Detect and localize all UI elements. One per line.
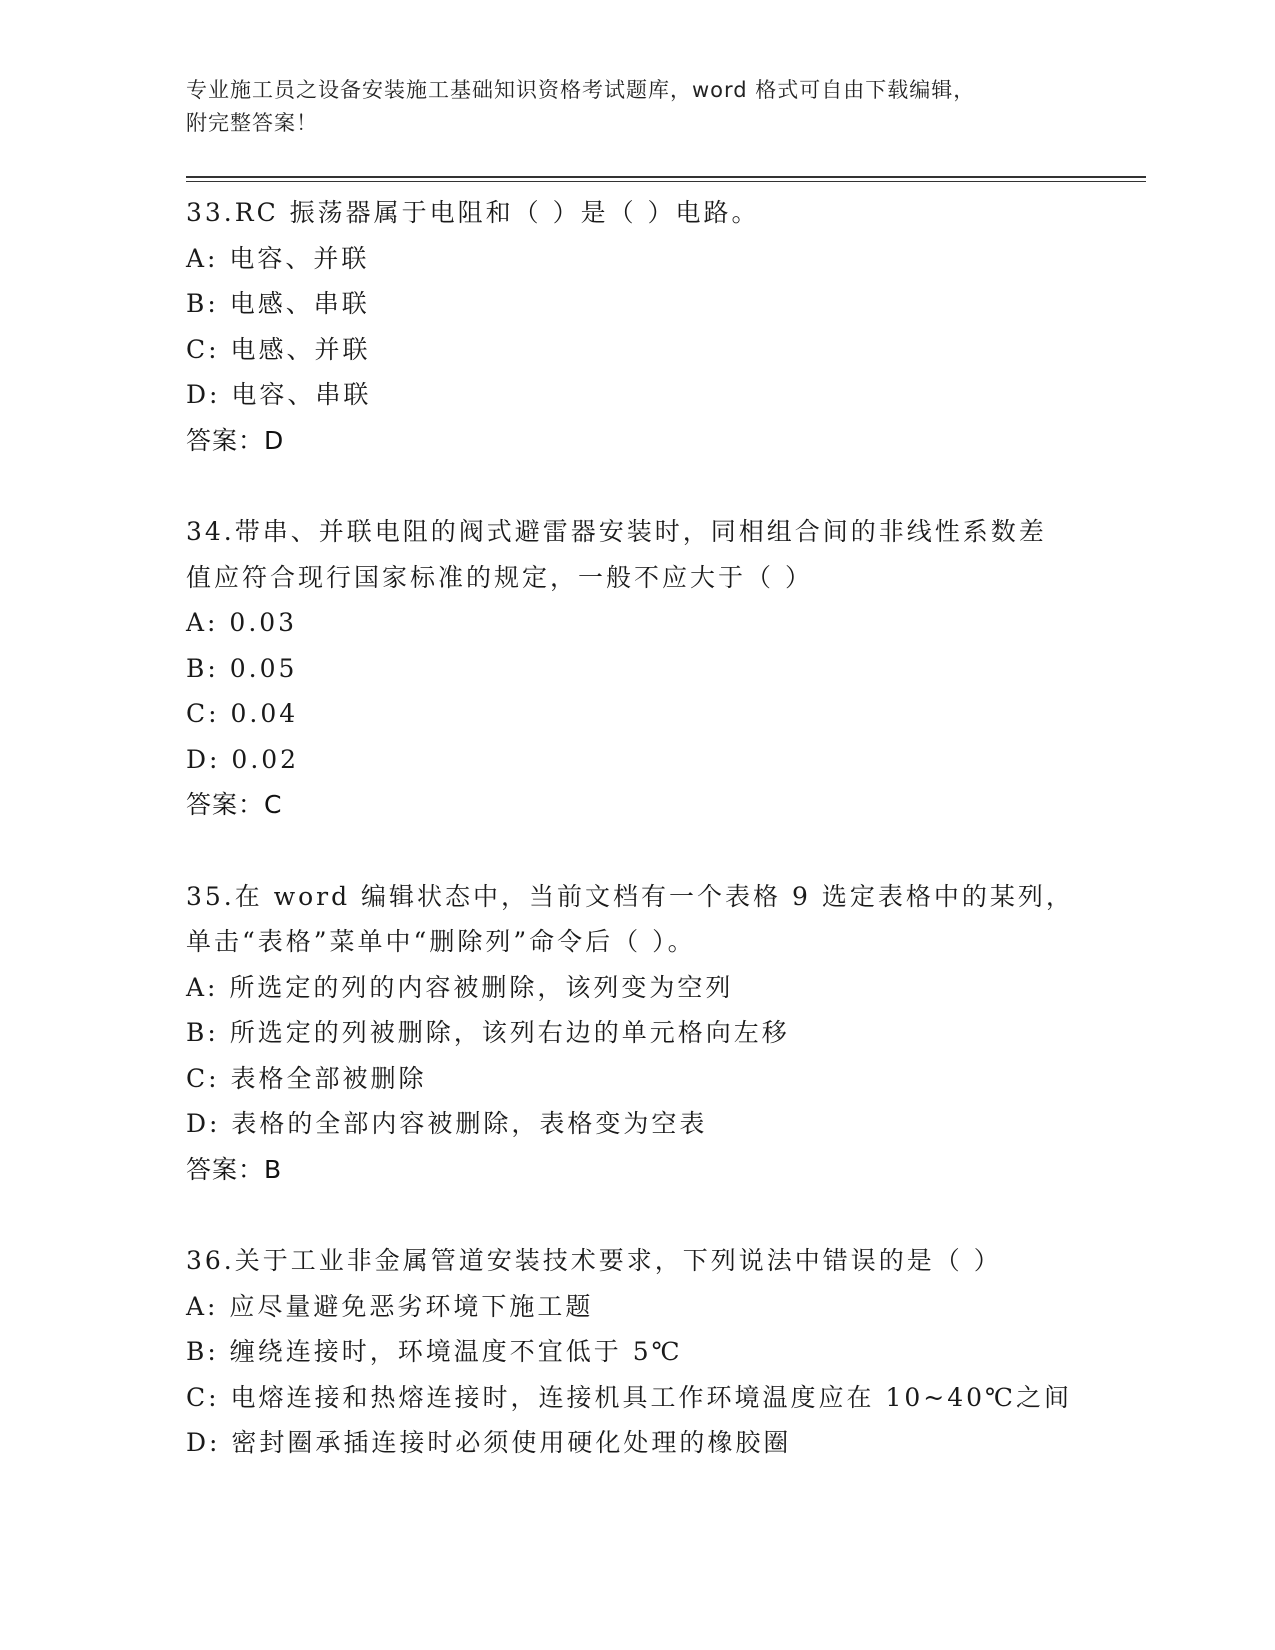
option-c: C: 0.04 — [186, 699, 299, 728]
option-c: C: 电感、并联 — [186, 334, 371, 364]
option-d: D: 密封圈承插连接时必须使用硬化处理的橡胶圈 — [186, 1428, 792, 1457]
header-line-2: 附完整答案！ — [186, 111, 318, 135]
document-header — [186, 74, 1066, 140]
question-35 — [186, 874, 1086, 1193]
header-divider-thin — [186, 181, 1146, 182]
option-b: B: 0.05 — [186, 653, 298, 683]
question-stem: 36.关于工业非金属管道安装技术要求，下列说法中错误的是（ ） — [186, 1246, 1002, 1275]
question-stem: 33.RC 振荡器属于电阻和（ ）是（ ）电路。 — [186, 198, 760, 227]
question-34 — [186, 509, 1086, 828]
header-divider-thick — [186, 176, 1146, 178]
answer: 答案：C — [186, 790, 283, 819]
option-a: A: 所选定的列的内容被删除，该列变为空列 — [186, 972, 734, 1002]
option-b: B: 所选定的列被删除，该列右边的单元格向左移 — [186, 1018, 790, 1047]
question-stem-line-2: 值应符合现行国家标准的规定，一般不应大于（ ） — [186, 562, 813, 592]
option-a: A: 电容、并联 — [186, 243, 370, 273]
answer: 答案：B — [186, 1154, 283, 1184]
question-list — [186, 190, 1086, 1512]
answer: 答案：D — [186, 425, 285, 455]
option-c: C: 电熔连接和热熔连接时，连接机具工作环境温度应在 10~40℃之间 — [186, 1382, 1072, 1412]
question-stem-line-1: 35.在 word 编辑状态中，当前文档有一个表格 9 选定表格中的某列， — [186, 881, 1074, 911]
question-33 — [186, 190, 1086, 463]
question-stem-line-2: 单击“表格”菜单中“删除列”命令后（ ）。 — [186, 927, 696, 956]
option-d: D: 0.02 — [186, 744, 300, 774]
option-d: D: 表格的全部内容被删除，表格变为空表 — [186, 1109, 708, 1138]
option-b: B: 缠绕连接时，环境温度不宜低于 5℃ — [186, 1337, 683, 1366]
header-line-1: 专业施工员之设备安装施工基础知识资格考试题库，word 格式可自由下载编辑， — [186, 78, 976, 102]
option-c: C: 表格全部被删除 — [186, 1063, 427, 1093]
option-d: D: 电容、串联 — [186, 380, 372, 409]
question-36 — [186, 1238, 1086, 1466]
option-a: A: 应尽量避免恶劣环境下施工题 — [186, 1291, 594, 1321]
option-b: B: 电感、串联 — [186, 289, 370, 318]
question-stem-line-1: 34.带串、并联电阻的阀式避雷器安装时，同相组合间的非线性系数差 — [186, 517, 1047, 546]
option-a: A: 0.03 — [186, 608, 298, 637]
